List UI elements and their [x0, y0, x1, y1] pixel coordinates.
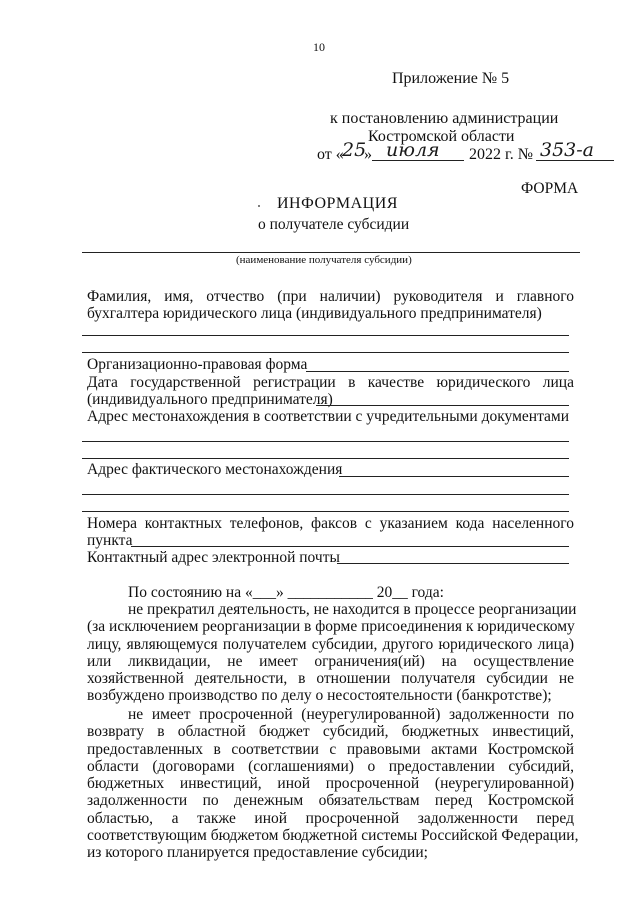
status-p1-line: хозяйственной деятельности, в отношении получателя субсидии не — [87, 670, 574, 688]
org-form-label: Организационно-правовая форма — [87, 356, 308, 373]
status-paragraph-1 — [87, 601, 577, 705]
fio-field-line1[interactable] — [82, 335, 569, 336]
status-paragraph-2 — [87, 706, 579, 862]
actual-address-label: Адрес фактического местонахождения — [87, 461, 343, 478]
actual-address-field-line2[interactable] — [82, 494, 569, 495]
status-p2-line: областью, а также иной просроченной задолженности перед — [87, 809, 574, 827]
status-p1-line: возбуждено производство по делу о несостоятельности (банкротстве); — [87, 687, 552, 705]
resolution-year-number: 2022 г. № — [469, 146, 534, 163]
recipient-name-caption: (наименование получателя субсидии) — [236, 254, 412, 266]
resolution-month-handwritten: июля — [386, 139, 440, 161]
org-form-field[interactable] — [306, 371, 569, 372]
reg-date-label-line2: (индивидуального предпринимателя) — [87, 391, 333, 408]
fio-label-line1: Фамилия, имя, отчество (при наличии) руководителя и главного — [87, 288, 574, 305]
phones-label-line1: Номера контактных телефонов, факсов с указанием кода населенного — [87, 515, 574, 532]
legal-address-label: Адрес местонахождения в соответствии с учредительными документами — [87, 408, 570, 425]
document-subtitle: о получателе субсидии — [258, 216, 410, 233]
status-p2-line: предоставленных в соответствии с правовыми актами Костромской — [87, 740, 574, 758]
status-p2-line: задолженности по денежным обязательствам перед Костромской — [87, 792, 574, 810]
fio-field-line2[interactable] — [82, 352, 569, 353]
region-name: Костромской области — [368, 128, 515, 145]
reg-date-label-line1: Дата государственной регистрации в качестве юридического лица — [87, 374, 574, 391]
actual-address-field-line1[interactable] — [339, 476, 569, 477]
appendix-label: Приложение № 5 — [392, 70, 510, 87]
resolution-number-underline — [536, 160, 614, 161]
reg-date-field[interactable] — [316, 405, 569, 406]
scan-speck — [258, 205, 260, 207]
status-p2-line: не имеет просроченной (неурегулированной) задолженности по — [128, 706, 574, 723]
phones-field[interactable] — [131, 546, 569, 547]
form-label: ФОРМА — [521, 180, 579, 197]
resolution-date-prefix: от « — [317, 146, 344, 163]
legal-address-field-line2[interactable] — [82, 458, 569, 459]
status-p2-line: из которого планируется предоставление субсидии; — [87, 844, 428, 862]
status-p1-line: не прекратил деятельность, не находится в процессе реорганизации — [128, 601, 577, 618]
status-p1-line: лицу, являющемуся получателем субсидии, другого юридического лица) — [87, 635, 574, 653]
recipient-name-field[interactable] — [82, 252, 580, 253]
resolution-number-handwritten: 353-а — [540, 139, 595, 161]
status-p1-line: или ликвидации, не имеет ограничения(ий) на осуществление — [87, 652, 574, 670]
resolution-date-quote: » — [364, 146, 372, 163]
email-field[interactable] — [337, 563, 569, 564]
document-title: ИНФОРМАЦИЯ — [277, 195, 398, 212]
resolution-day-handwritten: 25 — [342, 139, 367, 161]
page-number: 10 — [313, 40, 325, 54]
status-p2-line: бюджетных инвестиций, иной просроченной (неурегулированной) — [87, 775, 574, 793]
resolution-reference: к постановлению администрации — [330, 110, 559, 127]
phones-label-line2: пункта — [87, 532, 133, 549]
status-as-of-date: По состоянию на «___» ___________ 20__ года: — [128, 584, 444, 601]
fio-label-line2: бухгалтера юридического лица (индивидуального предпринимателя) — [87, 305, 542, 322]
actual-address-field-line3[interactable] — [82, 511, 569, 512]
status-p1-line: (за исключением реорганизации в форме присоединения к юридическому — [87, 618, 575, 636]
status-p2-line: соответствующим бюджетом бюджетной системы Российской Федерации, — [87, 827, 579, 845]
email-label: Контактный адрес электронной почты — [87, 549, 340, 566]
date-month-underline — [372, 160, 464, 161]
legal-address-field-line1[interactable] — [82, 441, 569, 442]
status-p2-line: возврату в областной бюджет субсидий, бюджетных инвестиций, — [87, 723, 574, 741]
status-p2-line: области (договорами (соглашениями) о предоставлении субсидий, — [87, 757, 574, 775]
